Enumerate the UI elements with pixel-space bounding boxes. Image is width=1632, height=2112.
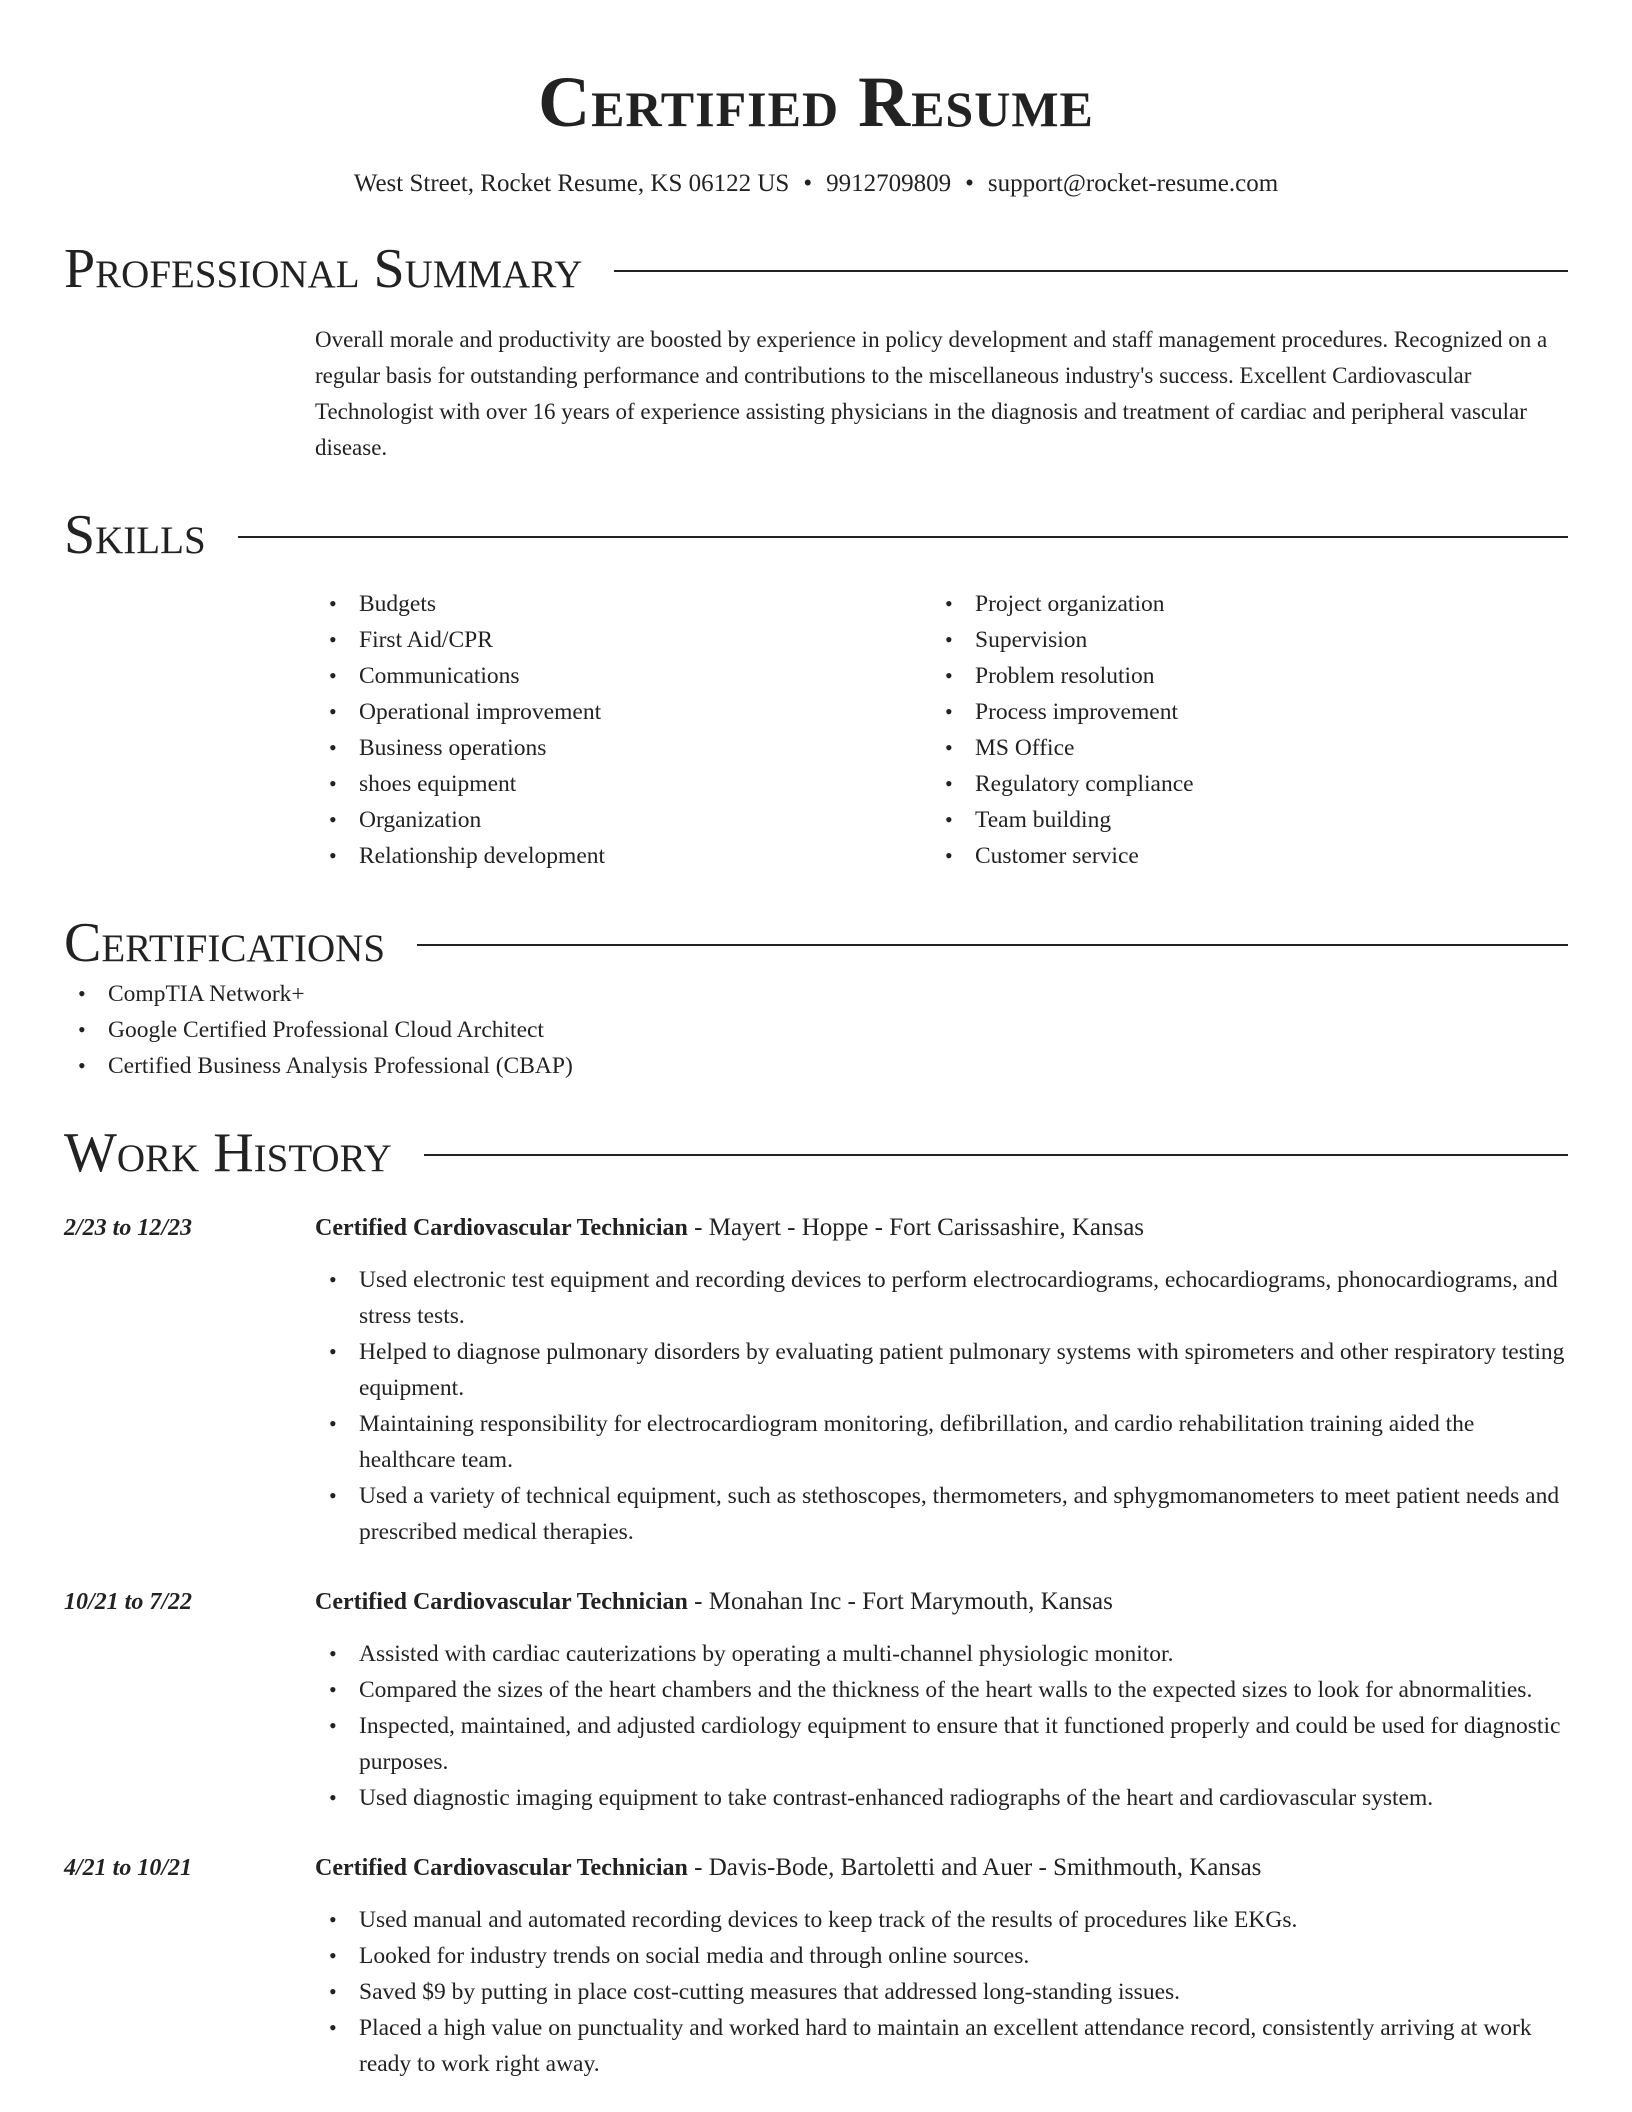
certifications-heading: Certifications (64, 912, 386, 974)
job-bullet: • Assisted with cardiac cauterizations by operating a multi-channel physiologic monitor. (315, 1636, 1568, 1672)
skill-item: • MS Office (931, 730, 1547, 766)
certification-item: • Google Certified Professional Cloud Architect (64, 1012, 1568, 1048)
skill-item: • Business operations (315, 730, 931, 766)
job-bullets (271, 1902, 1568, 2082)
job-company: - Davis-Bode, Bartoletti and Auer - Smithmouth, Kansas (687, 1854, 1262, 1881)
contact-address: West Street, Rocket Resume, KS 06122 US (353, 170, 790, 197)
job-company: - Mayert - Hoppe - Fort Carissashire, Kansas (687, 1214, 1145, 1241)
job-detail (315, 1584, 1568, 1816)
contact-line (64, 168, 1568, 200)
work-history-heading: Work History (64, 1122, 392, 1184)
job-detail (315, 1850, 1568, 2082)
skill-item: • Problem resolution (931, 658, 1547, 694)
job-bullet: • Helped to diagnose pulmonary disorders by evaluating patient pulmonary systems with spirometers and other respiratory testing equipment. (315, 1334, 1568, 1406)
skill-item: • Project organization (931, 586, 1547, 622)
job-company: - Monahan Inc - Fort Marymouth, Kansas (687, 1588, 1113, 1615)
skill-item: • Supervision (931, 622, 1547, 658)
section-divider (424, 1154, 1568, 1156)
certifications-section-header (64, 910, 1568, 976)
summary-text: Overall morale and productivity are boosted by experience in policy development and staff management procedures. Recognized on a regular basis for outstanding performance and contributions to the miscellaneous industry's success. Excellent Cardiovascular Technologist with over 16 years of experience assisting physicians in the diagnosis and treatment of cardiac and peripheral vascular disease. (315, 327, 1548, 460)
certification-item: • Certified Business Analysis Professional (CBAP) (64, 1048, 1568, 1084)
job-detail (315, 1210, 1568, 1550)
skill-item: • First Aid/CPR (315, 622, 931, 658)
skill-item: • Team building (931, 802, 1547, 838)
job-dates: 2/23 to 12/23 (64, 1215, 193, 1241)
job-bullets (271, 1262, 1568, 1550)
contact-separator: • (965, 170, 974, 197)
job-entry (64, 1584, 1568, 1816)
skill-item: • Operational improvement (315, 694, 931, 730)
skill-item: • Organization (315, 802, 931, 838)
job-bullet: • Used diagnostic imaging equipment to take contrast-enhanced radiographs of the heart and cardiovascular system. (315, 1780, 1568, 1816)
contact-separator: • (803, 170, 813, 197)
summary-section-header (64, 236, 1568, 302)
skills-heading: Skills (64, 504, 206, 566)
section-divider (238, 536, 1568, 538)
job-bullet: • Looked for industry trends on social media and through online sources. (315, 1938, 1568, 1974)
skill-item: • Relationship development (315, 838, 931, 874)
job-bullet: • Used electronic test equipment and recording devices to perform electrocardiograms, echocardiograms, phonocardiograms, and stress tests. (315, 1262, 1568, 1334)
resume-name: Certified Resume (538, 62, 1094, 142)
skills-column-left (315, 586, 931, 874)
job-bullet: • Maintaining responsibility for electrocardiogram monitoring, defibrillation, and cardio rehabilitation training aided the healthcare team. (315, 1406, 1568, 1478)
skill-item: • Customer service (931, 838, 1547, 874)
job-bullet: • Used a variety of technical equipment, such as stethoscopes, thermometers, and sphygmomanometers to meet patient needs and prescribed medical therapies. (315, 1478, 1568, 1550)
skills-list (315, 586, 1568, 874)
job-bullet: • Inspected, maintained, and adjusted cardiology equipment to ensure that it functioned properly and could be used for diagnostic purposes. (315, 1708, 1568, 1780)
job-entry (64, 1850, 1568, 2082)
skill-item: • Communications (315, 658, 931, 694)
job-title-line (315, 1210, 1568, 1246)
contact-phone: 9912709809 (826, 170, 952, 197)
section-divider (417, 944, 1568, 946)
work-history-section-header (64, 1120, 1568, 1186)
contact-email: support@rocket-resume.com (987, 170, 1279, 197)
job-bullet: • Placed a high value on punctuality and worked hard to maintain an excellent attendance record, consistently arriving at work ready to work right away. (315, 2010, 1568, 2082)
job-dates: 10/21 to 7/22 (64, 1589, 193, 1615)
job-title: Certified Cardiovascular Technician (315, 1589, 688, 1615)
job-title: Certified Cardiovascular Technician (315, 1855, 688, 1881)
skills-section-header (64, 502, 1568, 568)
job-entry (64, 1210, 1568, 1550)
job-bullets (271, 1636, 1568, 1816)
skills-column-right (931, 586, 1547, 874)
job-title-line (315, 1850, 1568, 1886)
section-divider (614, 270, 1568, 272)
summary-heading: Professional Summary (64, 238, 583, 300)
job-bullet: • Compared the sizes of the heart chambers and the thickness of the heart walls to the expected sizes to look for abnormalities. (315, 1672, 1568, 1708)
certifications-list (64, 976, 1568, 1084)
job-bullet: • Used manual and automated recording devices to keep track of the results of procedures like EKGs. (315, 1902, 1568, 1938)
job-dates: 4/21 to 10/21 (64, 1855, 193, 1881)
job-bullet: • Saved $9 by putting in place cost-cutting measures that addressed long-standing issues. (315, 1974, 1568, 2010)
skill-item: • Process improvement (931, 694, 1547, 730)
skill-item: • Budgets (315, 586, 931, 622)
skill-item: • shoes equipment (315, 766, 931, 802)
job-title: Certified Cardiovascular Technician (315, 1215, 688, 1241)
job-title-line (315, 1584, 1568, 1620)
skill-item: • Regulatory compliance (931, 766, 1547, 802)
certification-item: • CompTIA Network+ (64, 976, 1568, 1012)
